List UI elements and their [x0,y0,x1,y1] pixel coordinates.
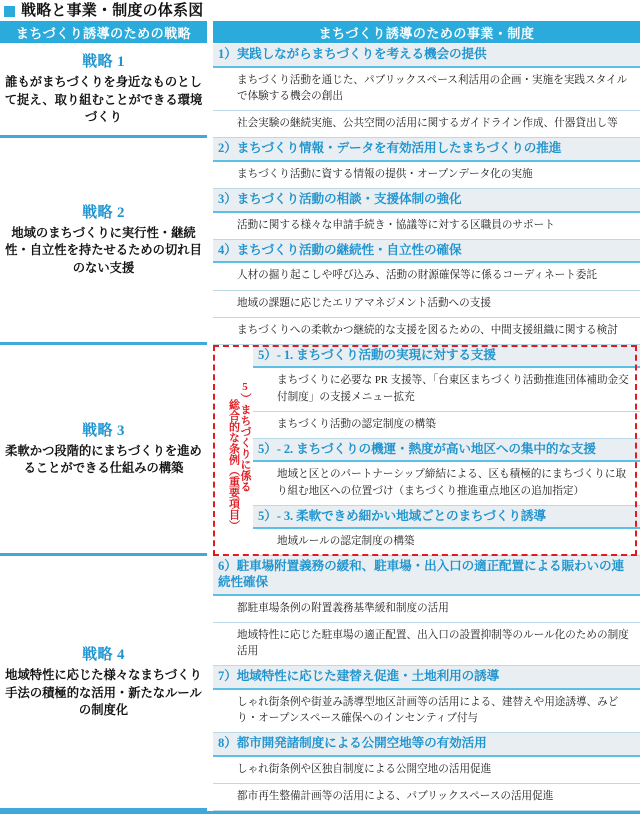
emphasis-vertical-line-1: 5）まちづくりに係る [239,380,251,492]
program-heading: 5）- 1. まちづくり活動の実現に対する支援 [253,345,640,369]
program-item: 地域と区とのパートナーシップ締結による、区も積極的にまちづくりに取り組む地区への位置づけ（まちづくり推進重点地区の追加指定） [253,462,640,505]
strategy-block-2 [0,138,640,345]
program-heading: 5）- 2. まちづくりの機運・熱度が高い地区への集中的な支援 [253,439,640,463]
strategy-4-cell [0,556,207,811]
program-item: 地域特性に応じた駐車場の適正配置、出入口の設置抑制等のルール化のための制度活用 [213,623,640,666]
strategy-block-1 [0,44,640,138]
program-item: 都駐車場条例の附置義務基準緩和制度の活用 [213,596,640,623]
program-item: 活動に関する様々な申請手続き・協議等に対する区職員のサポート [213,213,640,240]
program-item: 人材の掘り起こしや呼び込み、活動の財源確保等に係るコーディネート委託 [213,263,640,290]
strategy-2-cell [0,138,207,345]
program-item: まちづくり活動を通じた、パブリックスペース利活用の企画・実施を実践スタイルで体験する機会の創出 [213,68,640,111]
title-bullet-icon [4,6,15,17]
program-item: 社会実験の継続実施、公共空間の活用に関するガイドライン作成、什器貸出し等 [213,111,640,138]
strategy-1-programs [213,44,640,138]
program-heading: 3）まちづくり活動の相談・支援体制の強化 [213,189,640,213]
program-item: 地域ルールの認定制度の構築 [253,529,640,556]
emphasis-vertical-line-2: 総合的な条例（重要項目） [227,398,240,531]
header-strategy-column: まちづくり誘導のための戦略 [0,21,207,43]
strategy-3-cell [0,345,207,557]
program-heading: 8）都市開発諸制度による公開空地等の有効活用 [213,733,640,757]
strategy-2-description: 地域のまちづくりに実行性・継続性・自立性を持たせるための切れ目のない支援 [5,225,202,275]
program-heading: 7）地域特性に応じた建替え促進・土地利用の誘導 [213,666,640,690]
program-item: しゃれ街条例や区独自制度による公開空地の活用促進 [213,757,640,784]
strategy-system-matrix [0,21,640,811]
strategy-2-programs [213,138,640,345]
strategy-1-cell [0,44,207,138]
strategy-2-name: 戦略 2 [82,204,125,221]
program-item: まちづくり活動の認定制度の構築 [253,412,640,439]
header-program-column: まちづくり誘導のための事業・制度 [213,21,640,43]
strategy-3-programs [213,345,640,557]
program-heading: 1）実践しながらまちづくりを考える機会の提供 [213,44,640,68]
strategy-4-name: 戦略 4 [82,647,125,664]
program-heading: 2）まちづくり情報・データを有効活用したまちづくりの推進 [213,138,640,162]
program-item: しゃれ街条例や街並み誘導型地区計画等の活用による、建替えや用途誘導、みどり・オープンスペース確保へのインセンティブ付与 [213,690,640,733]
program-heading: 5）- 3. 柔軟できめ細かい地域ごとのまちづくり誘導 [253,506,640,530]
strategy-4-description: 地域特性に応じた様々なまちづくり手法の積極的な活用・新たなルールの制度化 [5,668,202,717]
strategy-4-programs [213,556,640,811]
page-title [0,0,640,21]
strategy-1-description: 誰もがまちづくりを身近なものとして捉え、取り組むことができる環境づくり [4,75,203,125]
strategy-3-name: 戦略 3 [82,422,125,439]
program-item: 地域の課題に応じたエリアマネジメント活動への支援 [213,291,640,318]
strategy-3-description: 柔軟かつ段階的にまちづくりを進めることができる仕組みの構築 [5,443,202,476]
strategy-block-4 [0,556,640,811]
program-item: まちづくり活動に資する情報の提供・オープンデータ化の実施 [213,162,640,189]
strategy-block-3 [0,345,640,557]
emphasis-vertical-label [216,359,250,543]
program-item: 都市再生整備計画等の活用による、パブリックスペースの活用促進 [213,784,640,811]
matrix-header-row [0,21,640,43]
program-item: まちづくりへの柔軟かつ継続的な支援を図るための、中間支援組織に関する検討 [213,318,640,345]
program-heading: 4）まちづくり活動の継続性・自立性の確保 [213,240,640,264]
program-item: まちづくりに必要な PR 支援等、「台東区まちづくり活動推進団体補助金交付制度」の支援メニュー拡充 [253,368,640,411]
program-heading: 6）駐車場附置義務の緩和、駐車場・出入口の適正配置による賑わいの連続性確保 [213,556,640,595]
strategy-1-name: 戦略 1 [82,54,125,71]
title-text: 戦略と事業・制度の体系図 [21,2,204,19]
